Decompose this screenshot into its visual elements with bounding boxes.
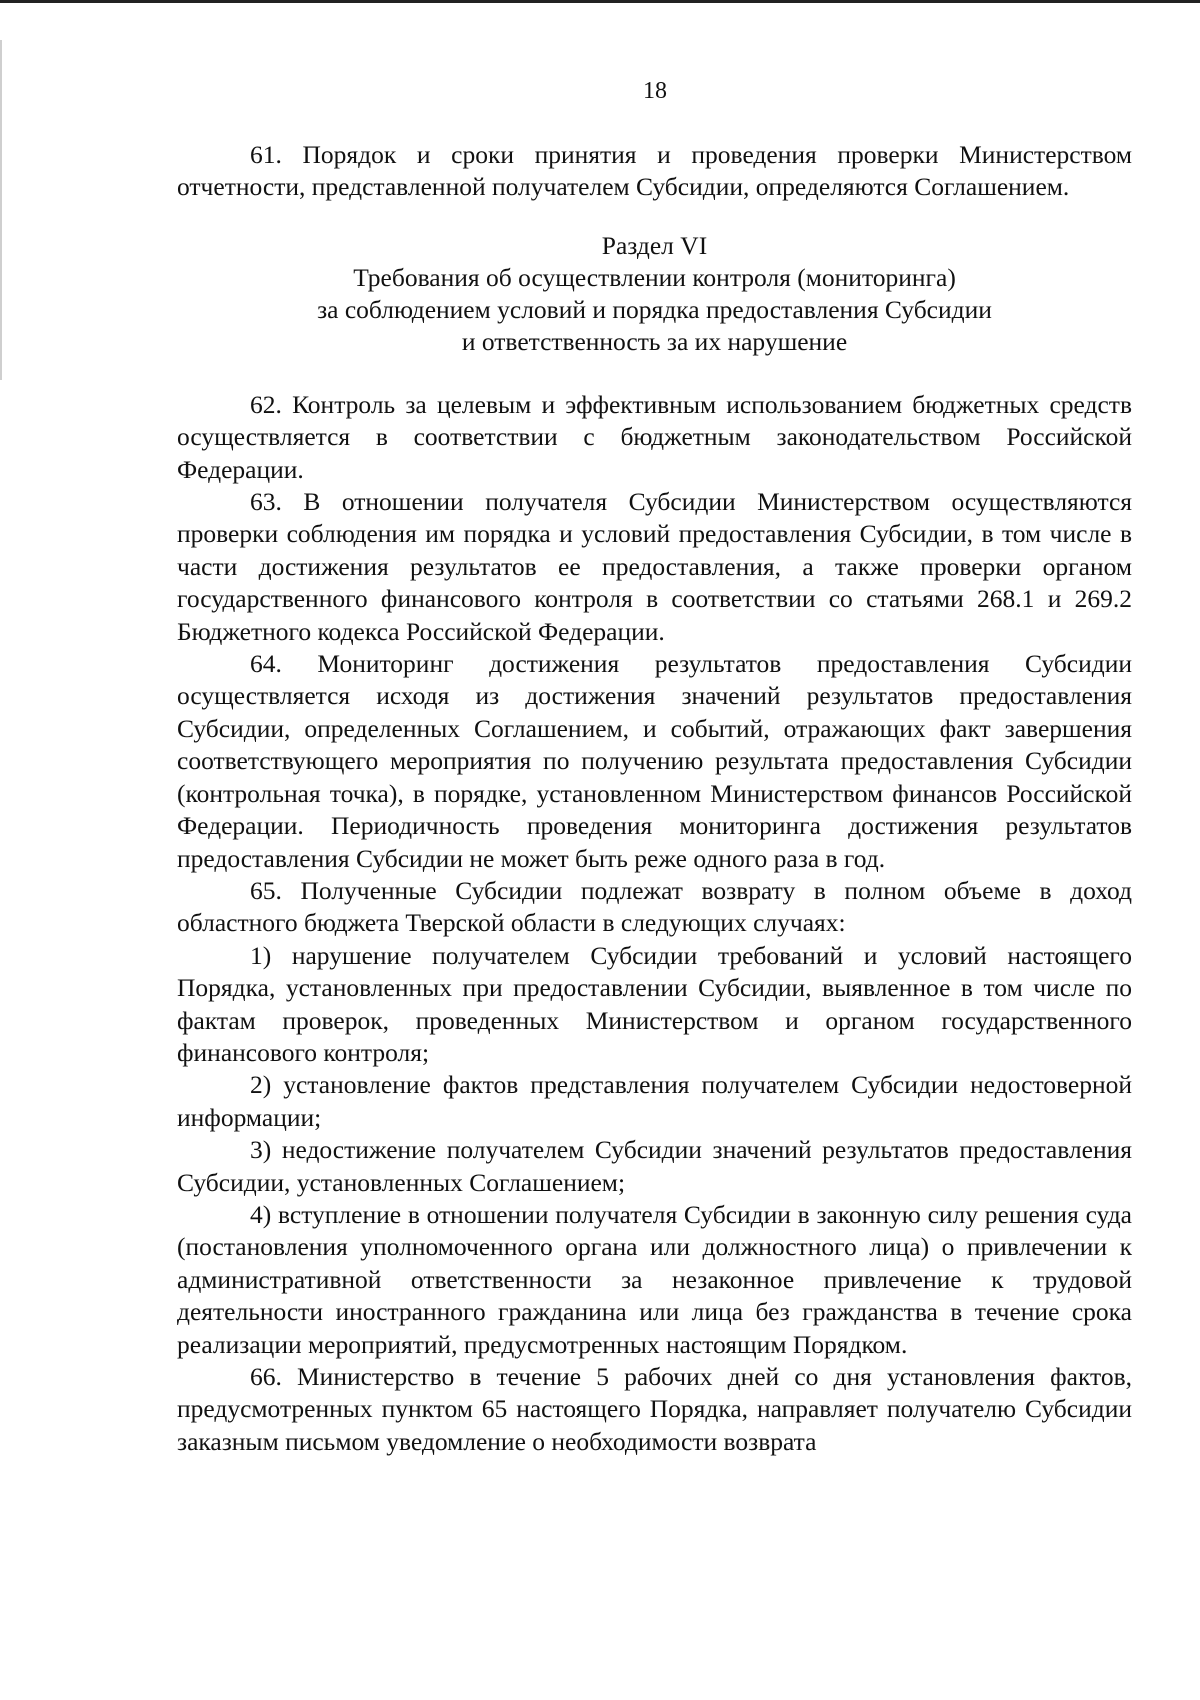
paragraph-63: 63. В отношении получателя Субсидии Министерством осуществляются проверки соблюдения им порядка и условий предоставления Субсидии, в том числе в части достижения результатов ее предоставления, а также проверки органом государственного финансового контроля в соответствии со статьями 268.1 и 269.2 Бюджетного кодекса Российской Федерации. (177, 487, 1132, 646)
paragraph-62: 62. Контроль за целевым и эффективным использованием бюджетных средств осуществляется в соответствии с бюджетным законодательством Российской Федерации. (177, 389, 1132, 484)
page-number: 18 (643, 78, 667, 104)
section-title-line: и ответственность за их нарушение (461, 326, 848, 356)
paragraph-61: 61. Порядок и сроки принятия и проведения проверки Министерством отчетности, представленной получателем Субсидии, определяются Соглашением. (177, 140, 1132, 202)
section-label: Раздел VI (601, 230, 708, 260)
paragraph-65-item-1: 1) нарушение получателем Субсидии требований и условий настоящего Порядка, установленных при предоставлении Субсидии, выявленное в том числе по фактам проверок, проведенных Министерством и органом государственного финансового контроля; (177, 940, 1132, 1067)
paragraph-66: 66. Министерство в течение 5 рабочих дней со дня установления фактов, предусмотренных пунктом 65 настоящего Порядка, направляет получателю Субсидии заказным письмом уведомление о необходимости возврата (177, 1362, 1132, 1456)
document-body (177, 139, 1132, 1458)
paragraph-65: 65. Полученные Субсидии подлежат возврату в полном объеме в доход областного бюджета Тверской области в следующих случаях: (177, 875, 1132, 938)
section-heading (177, 230, 1132, 358)
scan-top-edge (0, 0, 1200, 3)
paragraph-65-item-3: 3) недостижение получателем Субсидии значений результатов предоставления Субсидии, установленных Соглашением; (177, 1135, 1132, 1197)
paragraph-65-item-2: 2) установление фактов представления получателем Субсидии недостоверной информации; (177, 1070, 1132, 1132)
paragraph-64: 64. Мониторинг достижения результатов предоставления Субсидии осуществляется исходя из достижения значений результатов предоставления Субсидии, определенных Соглашением, и событий, отражающих факт завершения соответствующего мероприятия по получению результата предоставления Субсидии (контрольная точка), в порядке, установленном Министерством финансов Российской Федерации. Периодичность проведения мониторинга достижения результатов предоставления Субсидии не может быть реже одного раза в год. (177, 649, 1132, 873)
paragraph-65-item-4: 4) вступление в отношении получателя Субсидии в законную силу решения суда (постановления уполномоченного органа или должностного лица) о привлечении к административной ответственности за незаконное привлечение к трудовой деятельности иностранного гражданина или лица без гражданства в течение срока реализации мероприятий, предусмотренных настоящим Порядком. (177, 1199, 1132, 1359)
section-title-line: за соблюдением условий и порядка предоставления Субсидии (317, 294, 992, 324)
section-title-line: Требования об осуществлении контроля (мониторинга) (353, 262, 956, 292)
